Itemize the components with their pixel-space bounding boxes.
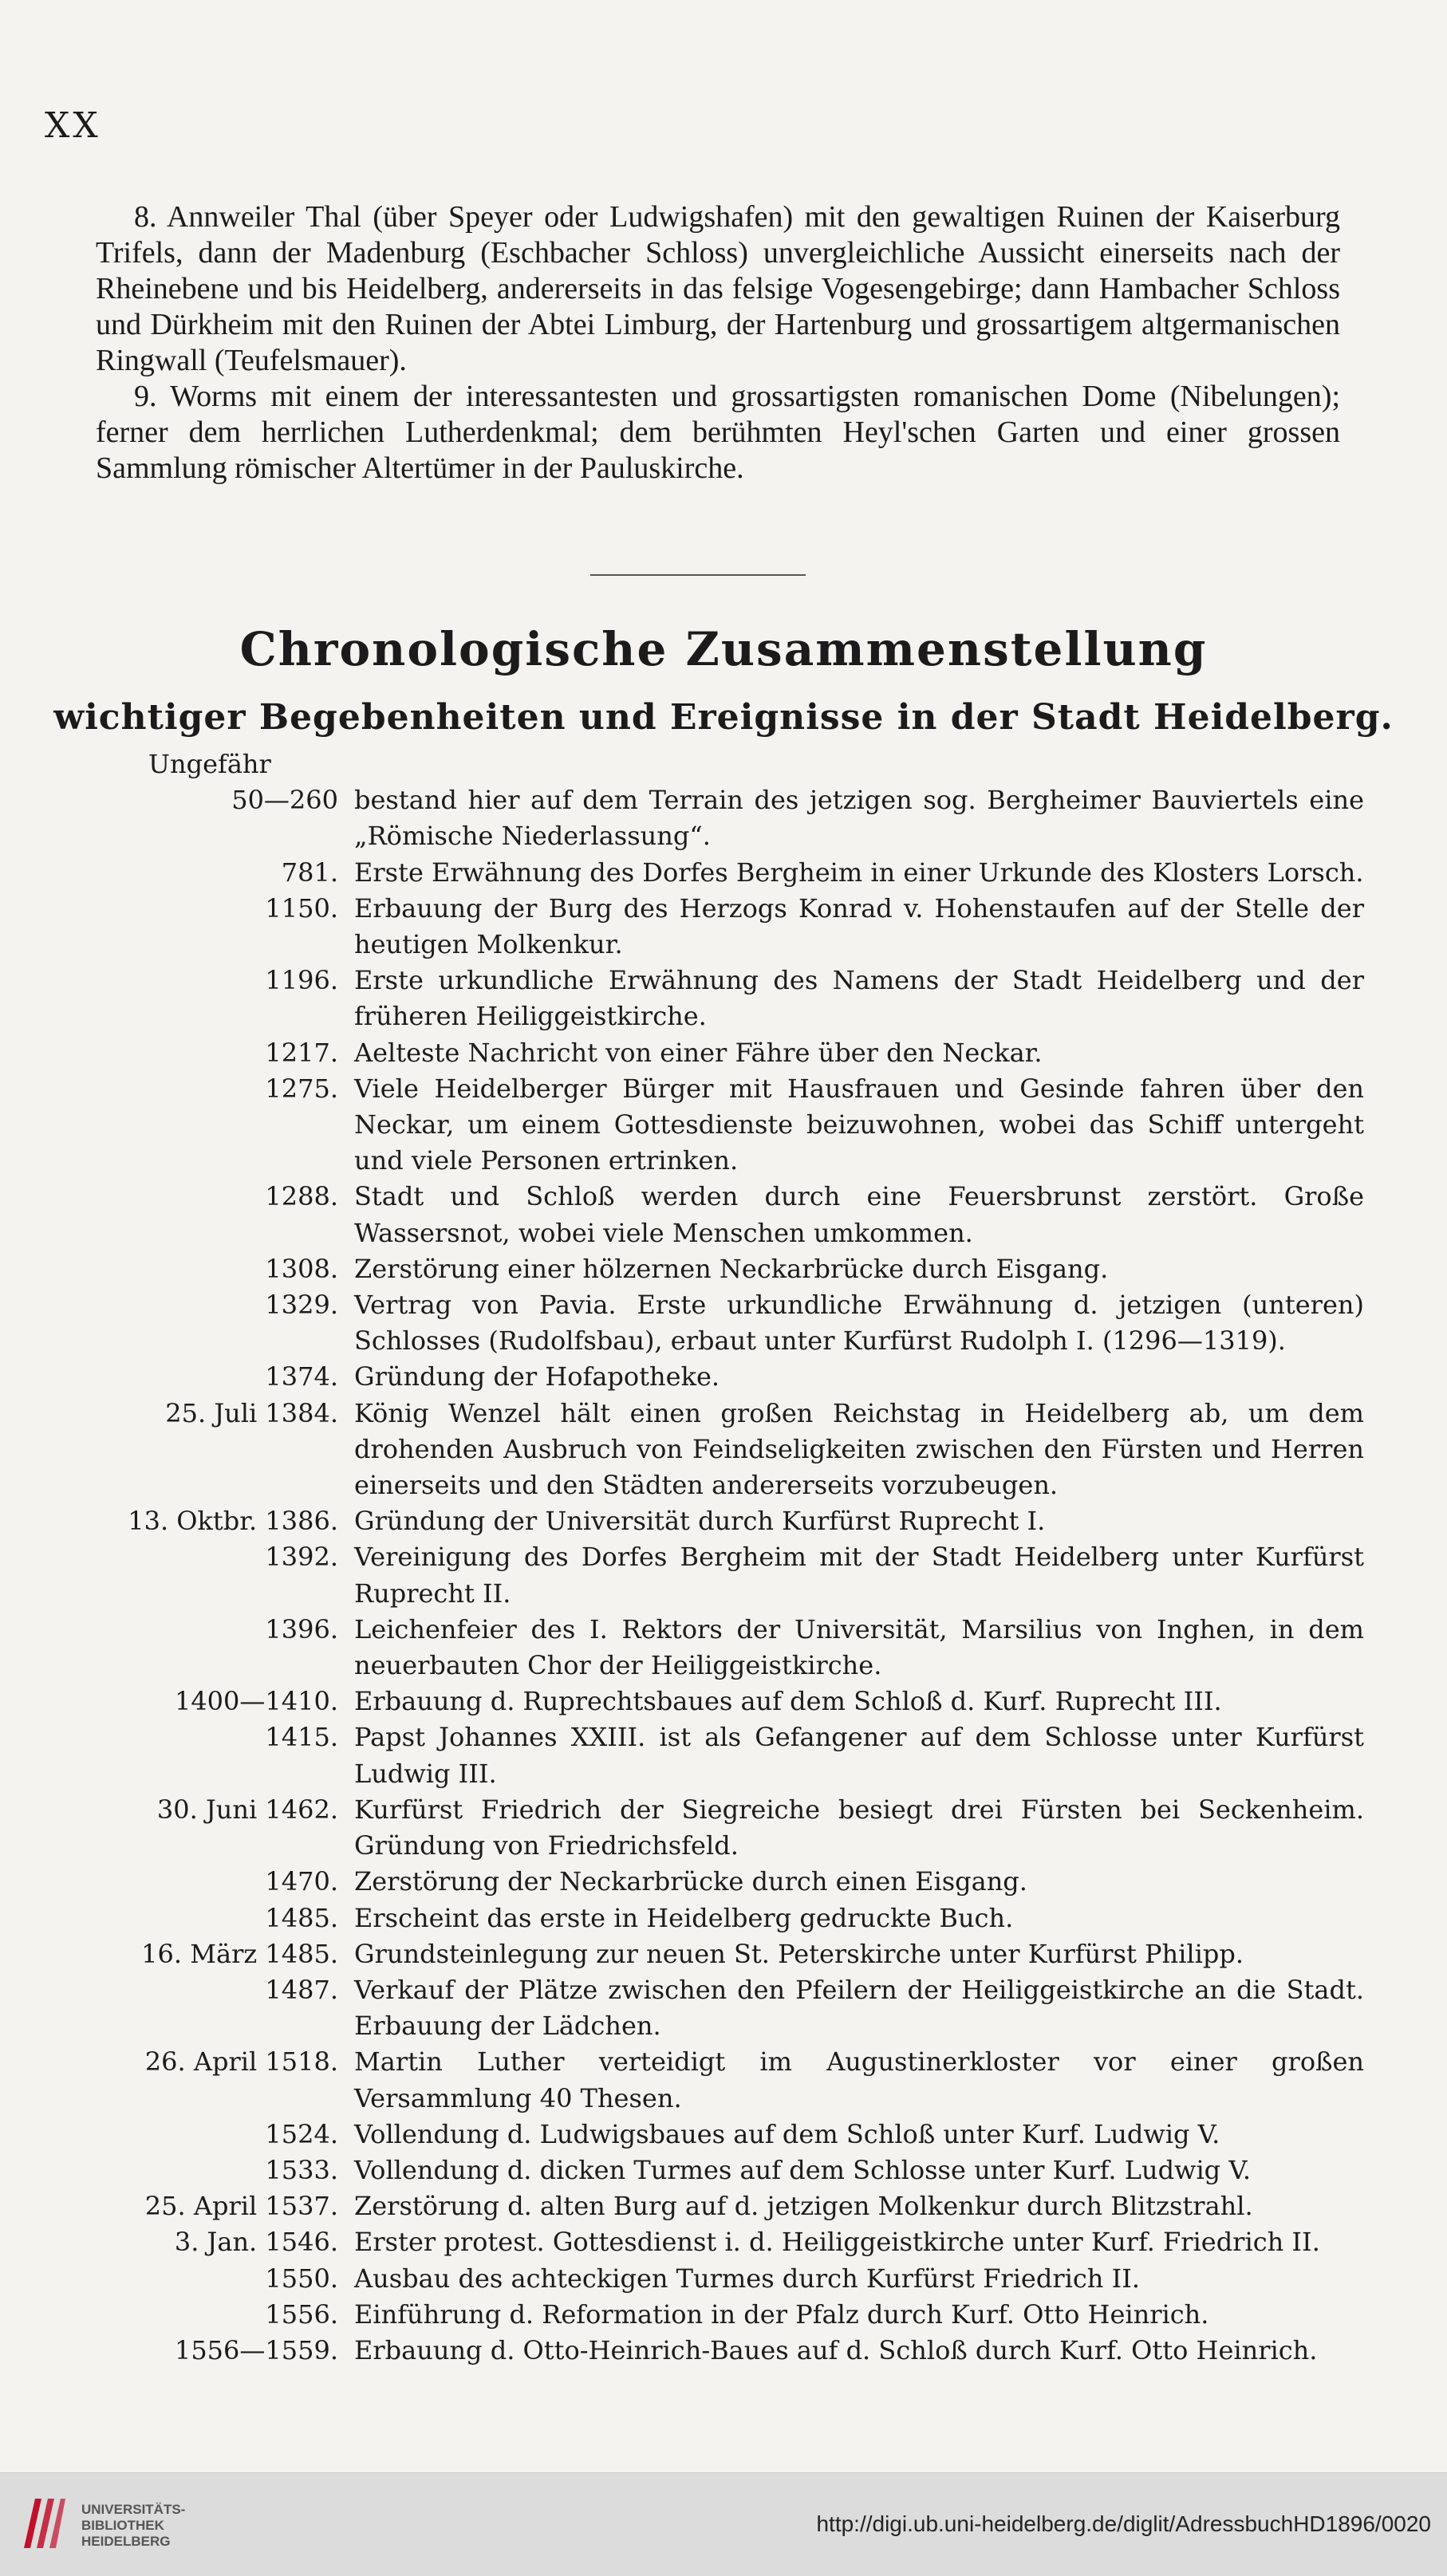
entry-date: 30. Juni 1462. — [156, 1794, 338, 1825]
entry-text: Aelteste Nachricht von einer Fähre über den Neckar. — [354, 1037, 1043, 1068]
entry-date: 1556—1559. — [174, 2334, 338, 2365]
entry-date: 1217. — [265, 1037, 338, 1068]
chronology-entry — [48, 1071, 1364, 1180]
entry-date: 1396. — [265, 1613, 338, 1644]
chronology-entry — [48, 1684, 1364, 1719]
section-divider — [590, 574, 806, 576]
library-name — [81, 2502, 185, 2550]
entry-date: 1533. — [265, 2154, 338, 2185]
entry-date: 25. Juli 1384. — [165, 1397, 338, 1428]
entry-date: 1400—1410. — [174, 1686, 338, 1717]
chronology-entry — [48, 1287, 1364, 1359]
entry-date: 50—260 — [231, 785, 338, 816]
section-subtitle: wichtiger Begebenheiten und Ereignisse in der Stadt Heidelberg. — [53, 697, 1394, 738]
entry-text: Martin Luther verteidigt im Augustinerkloster vor einer großen Versammlung 40 Thesen. — [354, 2046, 1364, 2113]
entry-text: Erbauung d. Ruprechtsbaues auf dem Schloß d. Kurf. Ruprecht III. — [354, 1686, 1222, 1717]
entry-text: Gründung der Hofapotheke. — [354, 1361, 720, 1392]
source-url-link[interactable]: http://digi.ub.uni-heidelberg.de/diglit/AdressbuchHD1896/0020 — [816, 2511, 1431, 2536]
entry-text: Vollendung d. dicken Turmes auf dem Schlosse unter Kurf. Ludwig V. — [354, 2154, 1252, 2185]
chronology-entry — [48, 1035, 1364, 1071]
entry-text: Ausbau des achteckigen Turmes durch Kurfürst Friedrich II. — [354, 2263, 1141, 2294]
entry-text: Vereinigung des Dorfes Bergheim mit der Stadt Heidelberg unter Kurfürst Ruprecht II. — [354, 1542, 1364, 1609]
entry-date: 1150. — [265, 892, 338, 924]
chronology-entry — [48, 855, 1364, 891]
chronology-entry — [48, 963, 1364, 1034]
page-number: XX — [45, 105, 101, 146]
entry-date: 1415. — [265, 1722, 338, 1753]
chronology-entry — [48, 1719, 1364, 1791]
entry-date: 1196. — [265, 965, 338, 996]
chronology-entry — [48, 2117, 1364, 2153]
entry-date: 16. März 1485. — [141, 1938, 338, 1969]
entry-text: Erbauung d. Otto-Heinrich-Baues auf d. Schloß durch Kurf. Otto Heinrich. — [354, 2334, 1318, 2365]
entry-text: Vertrag von Pavia. Erste urkundliche Erwähnung d. jetzigen (unteren) Schlosses (Rudolfsbau), erbaut unter Kurfürst Rudolph I. (1296—1319). — [354, 1290, 1364, 1357]
chronology-entry — [48, 1792, 1364, 1864]
entry-text: Papst Johannes XXIII. ist als Gefangener auf dem Schlosse unter Kurfürst Ludwig III. — [354, 1722, 1364, 1789]
chronology-entry — [48, 2224, 1364, 2260]
chronology-entry — [48, 2153, 1364, 2188]
entry-text: Erste urkundliche Erwähnung des Namens der Stadt Heidelberg und der früheren Heiliggeistkirche. — [354, 965, 1364, 1032]
entry-date: 3. Jan. 1546. — [174, 2227, 338, 2258]
entry-text: Erste Erwähnung des Dorfes Bergheim in einer Urkunde des Klosters Lorsch. — [354, 857, 1364, 888]
entry-date: 1329. — [265, 1290, 338, 1321]
entry-date: 781. — [281, 857, 338, 888]
university-library-logo-icon — [18, 2492, 69, 2554]
entry-text: Einführung d. Reformation in der Pfalz durch Kurf. Otto Heinrich. — [354, 2298, 1209, 2330]
entry-date: 1556. — [265, 2298, 338, 2330]
intro-paragraph: 8. Annweiler Thal (über Speyer oder Ludwigshafen) mit den gewaltigen Ruinen der Kaiserburg Trifels, dann der Madenburg (Eschbacher Schloss) unvergleichliche Aussicht einerseits nach der Rheinebene und bis Heidelberg, andererseits in das felsige Vogesengebirge; dann Hambacher Schloss und Dürkheim mit den Ruinen der Abtei Limburg, der Hartenburg und grossartigem altgermanischen Ringwall (Teufelsmauer). — [96, 200, 1340, 377]
chronology-label: Ungefähr — [148, 749, 271, 779]
entry-text: Erscheint das erste in Heidelberg gedruckte Buch. — [354, 1902, 1014, 1933]
entry-date: 1288. — [265, 1181, 338, 1212]
entry-text: Zerstörung einer hölzernen Neckarbrücke durch Eisgang. — [354, 1253, 1109, 1284]
entry-text: König Wenzel hält einen großen Reichstag in Heidelberg ab, um dem drohenden Ausbruch von Feindseligkeiten zwischen den Fürsten und Herren einerseits und den Städten andererseits vorzubeugen. — [354, 1397, 1364, 1501]
chronology-entry — [48, 1900, 1364, 1936]
entry-date: 26. April 1518. — [144, 2046, 338, 2078]
section-title: Chronologische Zusammenstellung — [239, 622, 1208, 676]
chronology-list — [48, 746, 1364, 2369]
chronology-entry — [48, 2333, 1364, 2369]
chronology-entry — [48, 1972, 1364, 2044]
entry-text: Verkauf der Plätze zwischen den Pfeilern der Heiliggeistkirche an die Stadt. Erbauung der Lädchen. — [354, 1974, 1364, 2042]
entry-text: Kurfürst Friedrich der Siegreiche besiegt drei Fürsten bei Seckenheim. Gründung von Friedrichsfeld. — [354, 1794, 1364, 1861]
chronology-entry — [48, 1251, 1364, 1287]
chronology-entry — [48, 782, 1364, 854]
entry-date: 13. Oktbr. 1386. — [128, 1506, 338, 1537]
chronology-entry — [48, 2044, 1364, 2116]
chronology-entry — [48, 1359, 1364, 1395]
library-name-line: BIBLIOTHEK — [81, 2518, 164, 2533]
chronology-entry — [48, 2297, 1364, 2333]
chronology-entry — [48, 1936, 1364, 1972]
entry-date: 1524. — [265, 2118, 338, 2149]
chronology-entry — [48, 1864, 1364, 1900]
chronology-entry — [48, 891, 1364, 963]
intro-paragraph: 9. Worms mit einem der interessantesten und grossartigsten romanischen Dome (Nibelungen); ferner dem herrlichen Lutherdenkmal; dem berühmten Heyl'schen Garten und einer grossen Sammlung römischer Altertümer in der Pauluskirche. — [96, 380, 1340, 485]
intro-section — [96, 199, 1340, 486]
entry-text: Vollendung d. Ludwigsbaues auf dem Schloß unter Kurf. Ludwig V. — [354, 2118, 1220, 2149]
entry-text: Viele Heidelberger Bürger mit Hausfrauen und Gesinde fahren über den Neckar, um einem Gottesdienste beizuwohnen, wobei das Schiff untergeht und viele Personen ertrinken. — [354, 1073, 1364, 1176]
library-name-line: HEIDELBERG — [81, 2534, 171, 2549]
chronology-entry — [48, 1612, 1364, 1684]
entry-text: Stadt und Schloß werden durch eine Feuersbrunst zerstört. Große Wassersnot, wobei viele Menschen umkommen. — [354, 1181, 1364, 1248]
entry-date: 1308. — [265, 1253, 338, 1284]
entry-text: Grundsteinlegung zur neuen St. Peterskirche unter Kurfürst Philipp. — [354, 1938, 1244, 1969]
chronology-entry — [48, 1179, 1364, 1251]
entry-date: 1374. — [265, 1361, 338, 1392]
chronology-entry — [48, 1396, 1364, 1504]
entry-date: 1470. — [265, 1866, 338, 1897]
chronology-entry — [48, 2261, 1364, 2297]
chronology-entry — [48, 2188, 1364, 2224]
entry-date: 25. April 1537. — [144, 2191, 338, 2222]
chronology-entry — [48, 1503, 1364, 1539]
chronology-entry — [48, 1539, 1364, 1611]
entry-text: Erbauung der Burg des Herzogs Konrad v. Hohenstaufen auf der Stelle der heutigen Molkenkur. — [354, 892, 1364, 960]
library-name-line: UNIVERSITÄTS- — [81, 2502, 186, 2517]
entry-text: Erster protest. Gottesdienst i. d. Heiliggeistkirche unter Kurf. Friedrich II. — [354, 2227, 1320, 2258]
entry-text: Leichenfeier des I. Rektors der Universität, Marsilius von Inghen, in dem neuerbauten Chor der Heiliggeistkirche. — [354, 1613, 1364, 1681]
entry-text: Gründung der Universität durch Kurfürst Ruprecht I. — [354, 1506, 1046, 1537]
entry-date: 1487. — [265, 1974, 338, 2005]
entry-text: Zerstörung der Neckarbrücke durch einen Eisgang. — [354, 1866, 1027, 1897]
entry-text: Zerstörung d. alten Burg auf d. jetzigen Molkenkur durch Blitzstrahl. — [354, 2191, 1253, 2222]
entry-text: bestand hier auf dem Terrain des jetzigen sog. Bergheimer Bauviertels eine „Römische Niederlassung“. — [354, 785, 1364, 852]
footer-bar — [0, 2472, 1447, 2576]
entry-date: 1485. — [265, 1902, 338, 1933]
entry-date: 1550. — [265, 2263, 338, 2294]
entry-date: 1392. — [265, 1542, 338, 1573]
entry-date: 1275. — [265, 1073, 338, 1104]
